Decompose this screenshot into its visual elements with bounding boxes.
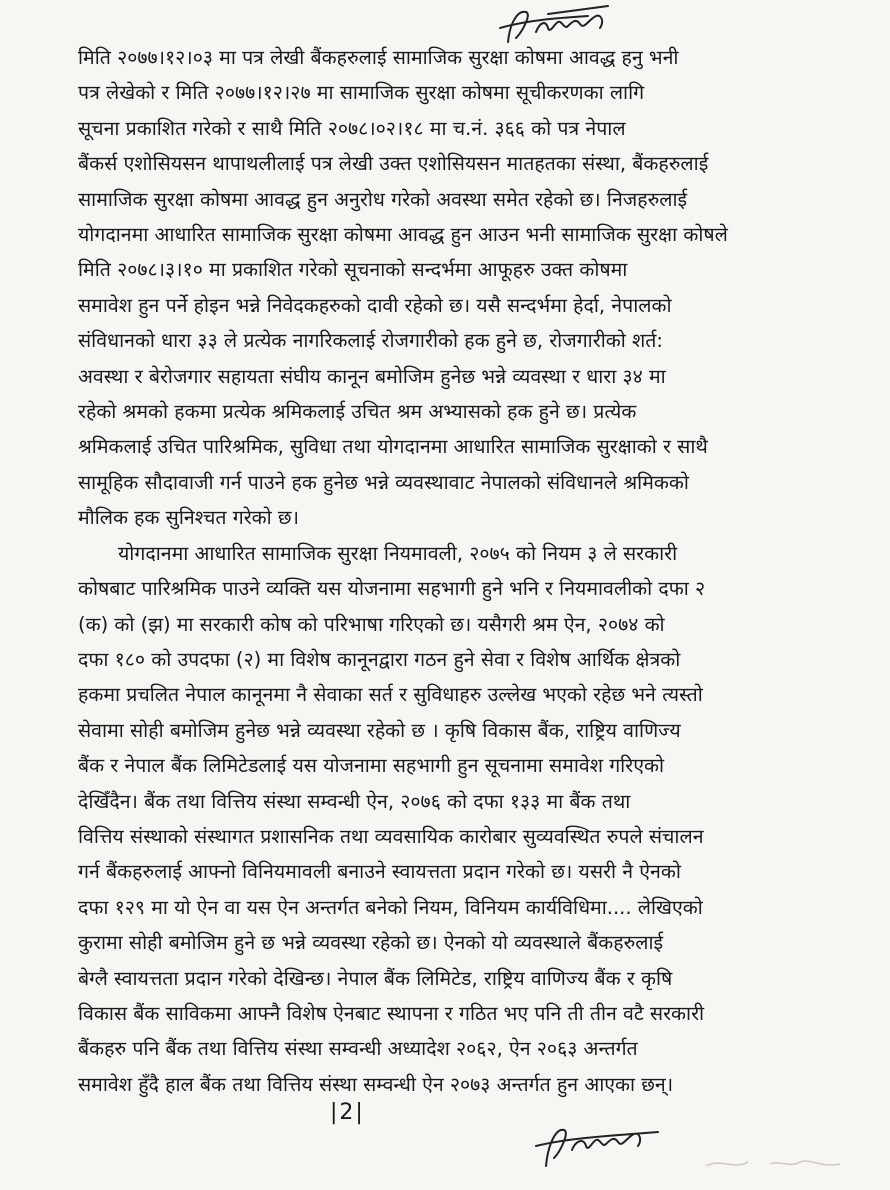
text-line: योगदानमा आधारित सामाजिक सुरक्षा कोषमा आवद्ध हुन आउन भनी सामाजिक सुरक्षा कोषले [78, 223, 728, 247]
text-line: सूचना प्रकाशित गरेको र साथै मिति २०७८।०२।१८ मा च.नं. ३६६ को पत्र नेपाल [78, 116, 626, 140]
text-line: समावेश हुँदै हाल बैंक तथा वित्तिय संस्था सम्वन्धी ऐन २०७३ अन्तर्गत हुन आएका छन्। [78, 1072, 674, 1096]
text-line: कोषबाट पारिश्रमिक पाउने व्यक्ति यस योजनामा सहभागी हुने भनि र नियमावलीको दफा २ [78, 577, 706, 601]
text-line: योगदानमा आधारित सामाजिक सुरक्षा नियमावली, २०७५ को नियम ३ ले सरकारी [118, 541, 678, 565]
document-body [78, 40, 858, 1102]
text-line: सामूहिक सौदावाजी गर्न पाउने हक हुनेछ भन्ने व्यवस्थावाट नेपालको संविधानले श्रमिकको [78, 470, 689, 494]
text-line: मिति २०७८।३।१० मा प्रकाशित गरेको सूचनाको सन्दर्भमा आफूहरु उक्त कोषमा [78, 258, 628, 282]
text-line: संविधानको धारा ३३ ले प्रत्येक नागरिकलाई रोजगारीको हक हुने छ, रोजगारीको शर्त: [78, 329, 663, 353]
text-line: दफा १२९ मा यो ऐन वा यस ऐन अन्तर्गत बनेको नियम, विनियम कार्यविधिमा.... लेखिएको [78, 895, 703, 919]
text-line: हकमा प्रचलित नेपाल कानूनमा नै सेवाका सर्त र सुविधाहरु उल्लेख भएको रहेछ भने त्यस्तो [78, 683, 703, 707]
text-line: वित्तिय संस्थाको संस्थागत प्रशासनिक तथा व्यवसायिक कारोबार सुव्यवस्थित रुपले संचालन [78, 824, 704, 848]
text-line: समावेश हुन पर्ने होइन भन्ने निवेदकहरुको दावी रहेको छ। यसै सन्दर्भमा हेर्दा, नेपालको [78, 293, 672, 317]
text-line: बैंकहरु पनि बैंक तथा वित्तिय संस्था सम्वन्धी अध्यादेश २०६२, ऐन २०६३ अन्तर्गत [78, 1037, 638, 1061]
text-line: मौलिक हक सुनिश्चत गरेको छ। [78, 506, 299, 530]
text-line: मिति २०७७।१२।०३ मा पत्र लेखी बैंकहरुलाई सामाजिक सुरक्षा कोषमा आवद्ध हनु भनी [78, 46, 679, 69]
signature-bottom [528, 1116, 678, 1172]
paragraph-2 [78, 536, 858, 1103]
text-line: अवस्था र बेरोजगार सहायता संघीय कानून बमोजिम हुनेछ भन्ने व्यवस्था र धारा ३४ मा [78, 364, 666, 388]
text-line: देखिँदैन। बैंक तथा वित्तिय संस्था सम्वन्धी ऐन, २०७६ को दफा १३३ मा बैंक तथा [78, 789, 631, 813]
text-line: बैंकर्स एशोसियसन थापाथलीलाई पत्र लेखी उक्त एशोसियसन मातहतका संस्था, बैंकहरुलाई [78, 152, 709, 176]
text-line: बेग्लै स्वायत्तता प्रदान गरेको देखिन्छ। नेपाल बैंक लिमिटेड, राष्ट्रिय वाणिज्य बैंक र कृषि [78, 966, 673, 990]
text-line: (क) को (झ) मा सरकारी कोष को परिभाषा गरिएको छ। यसैगरी श्रम ऐन, २०७४ को [78, 612, 665, 636]
paragraph-1 [78, 40, 858, 536]
text-line: सेवामा सोही बमोजिम हुनेछ भन्ने व्यवस्था रहेको छ । कृषि विकास बैंक, राष्ट्रिय वाणिज्य [78, 718, 681, 742]
text-line: बैंक र नेपाल बैंक लिमिटेडलाई यस योजनामा सहभागी हुन सूचनामा समावेश गरिएको [78, 754, 665, 778]
faint-stamp-mark [700, 1150, 850, 1176]
text-line: कुरामा सोही बमोजिम हुने छ भन्ने व्यवस्था रहेको छ। ऐनको यो व्यवस्थाले बैंकहरुलाई [78, 931, 664, 955]
text-line: गर्न बैंकहरुलाई आफ्नो विनियमावली बनाउने स्वायत्तता प्रदान गरेको छ। यसरी नै ऐनको [78, 860, 681, 884]
text-line: रहेको श्रमको हकमा प्रत्येक श्रमिकलाई उचित श्रम अभ्यासको हक हुने छ। प्रत्येक [78, 400, 637, 424]
text-line: श्रमिकलाई उचित पारिश्रमिक, सुविधा तथा योगदानमा आधारित सामाजिक सुरक्षाको र साथै [78, 435, 708, 459]
text-line: दफा १८० को उपदफा (२) मा विशेष कानूनद्वारा गठन हुने सेवा र विशेष आर्थिक क्षेत्रको [78, 647, 681, 671]
text-line: पत्र लेखेको र मिति २०७७।१२।२७ मा सामाजिक सुरक्षा कोषमा सूचीकरणका लागि [78, 81, 645, 105]
text-line: सामाजिक सुरक्षा कोषमा आवद्ध हुन अनुरोध गरेको अवस्था समेत रहेको छ। निजहरुलाई [78, 187, 688, 211]
text-line: विकास बैंक साविकमा आफ्नै विशेष ऐनबाट स्थापना र गठित भए पनि ती तीन वटै सरकारी [78, 1001, 705, 1025]
page-number: |2| [330, 1100, 365, 1125]
